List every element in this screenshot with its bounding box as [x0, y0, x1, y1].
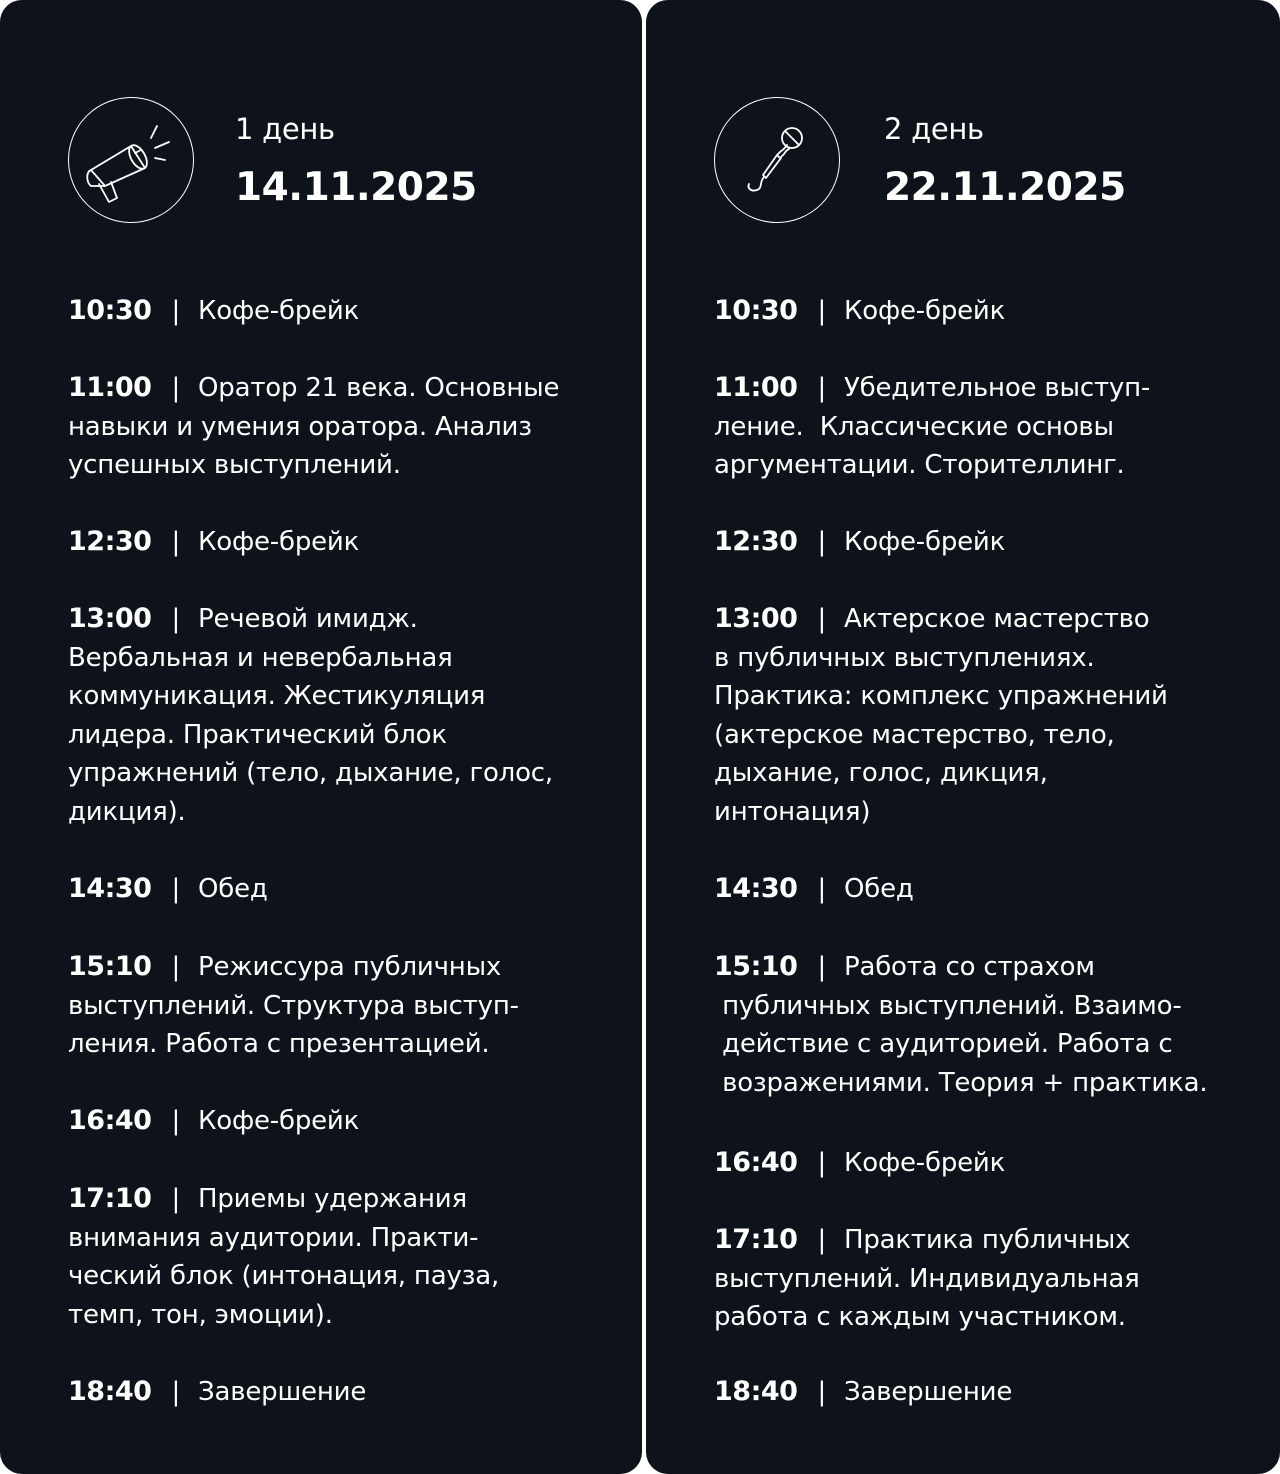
schedule-item: 11:00 | Убедительное выступ- ление. Классические основы аргументации. Сторителлинг. [714, 369, 1274, 485]
microphone-icon [714, 97, 840, 223]
schedule-item: 15:10 | Работа со страхом публичных выступлений. Взаимо- действие с аудиторией. Работа с возражениями. Теория + практика. [714, 948, 1274, 1102]
schedule-text: действие с аудиторией. Работа с [714, 1029, 1173, 1059]
day-label: 2 день [884, 112, 984, 146]
schedule-text: лидера. Практический блок [68, 719, 447, 750]
schedule-text: ления. Работа с презентацией. [68, 1029, 490, 1059]
schedule-item: 15:10 | Режиссура публичных выступлений. Структура выступ- ления. Работа с презентацией. [68, 948, 628, 1064]
schedule-item: 18:40 | Завершение [68, 1376, 367, 1407]
schedule-text: Речевой имидж. [198, 604, 418, 634]
schedule-time: 16:40 [714, 1147, 798, 1178]
schedule-text: Практика публичных [844, 1225, 1131, 1255]
schedule-time: 16:40 [68, 1105, 152, 1136]
schedule-text: успешных выступлений. [68, 450, 401, 480]
schedule-text: работа с каждым участником. [714, 1302, 1126, 1332]
schedule-text: Кофе-брейк [844, 1148, 1006, 1178]
schedule-text: ление. Классические основы [714, 411, 1114, 442]
schedule-text: Режиссура публичных [198, 952, 502, 982]
schedule-item: 16:40 | Кофе-брейк [68, 1105, 360, 1136]
schedule-text: коммуникация. Жестикуляция [68, 681, 486, 711]
schedule-text: возражениями. Теория + практика. [714, 1067, 1208, 1098]
megaphone-icon [68, 97, 194, 223]
schedule-text: Практика: комплекс упражнений [714, 681, 1168, 711]
schedule-item: 11:00 | Оратор 21 века. Основные навыки и умения оратора. Анализ успешных выступлений. [68, 369, 628, 485]
schedule-text: Работа со страхом [844, 952, 1095, 982]
schedule-text: внимания аудитории. Практи- [68, 1222, 479, 1253]
schedule-text: интонация) [714, 796, 871, 827]
schedule-text: выступлений. Структура выступ- [68, 990, 519, 1021]
schedule-time: 10:30 [68, 295, 152, 326]
schedule-text: (актерское мастерство, тело, [714, 719, 1115, 750]
schedule-text: Приемы удержания [198, 1184, 467, 1214]
schedule-text: Кофе-брейк [198, 296, 360, 326]
schedule-item: 14:30 | Обед [68, 873, 268, 904]
schedule-time: 15:10 [714, 951, 798, 982]
schedule-item: 17:10 | Практика публичных выступлений. Индивидуальная работа с каждым участником. [714, 1221, 1274, 1337]
schedule-item: 14:30 | Обед [714, 873, 914, 904]
schedule-text: Обед [198, 874, 268, 904]
schedule-time: 13:00 [68, 603, 152, 634]
schedule-time: 14:30 [68, 873, 152, 904]
schedule-text: Кофе-брейк [198, 527, 360, 557]
schedule-time: 18:40 [714, 1376, 798, 1407]
schedule-item: 13:00 | Речевой имидж. Вербальная и невербальная коммуникация. Жестикуляция лидера. Практический блок упражнений (тело, дыхание, голос, дикция). [68, 600, 628, 831]
schedule-item: 13:00 | Актерское мастерство в публичных выступлениях. Практика: комплекс упражнений (актерское мастерство, тело, дыхание, голос, дикция, интонация) [714, 600, 1274, 831]
schedule-item: 12:30 | Кофе-брейк [68, 526, 360, 557]
schedule-text: выступлений. Индивидуальная [714, 1263, 1140, 1294]
schedule-item: 16:40 | Кофе-брейк [714, 1147, 1006, 1178]
schedule-text: Вербальная и невербальная [68, 642, 453, 673]
schedule-time: 10:30 [714, 295, 798, 326]
schedule-text: дикция). [68, 796, 186, 827]
schedule-text: публичных выступлений. Взаимо- [714, 990, 1182, 1021]
schedule-text: Оратор 21 века. Основные [198, 373, 560, 403]
schedule-time: 11:00 [68, 372, 152, 403]
schedule-text: темп, тон, эмоции). [68, 1299, 333, 1330]
schedule-text: Кофе-брейк [844, 296, 1006, 326]
schedule-item: 10:30 | Кофе-брейк [68, 295, 360, 326]
schedule-time: 12:30 [68, 526, 152, 557]
schedule-time: 13:00 [714, 603, 798, 634]
schedule-text: упражнений (тело, дыхание, голос, [68, 758, 553, 788]
schedule-time: 11:00 [714, 372, 798, 403]
schedule-time: 18:40 [68, 1376, 152, 1407]
day-date: 22.11.2025 [884, 165, 1126, 210]
schedule-item: 10:30 | Кофе-брейк [714, 295, 1006, 326]
schedule-text: Убедительное выступ- [844, 373, 1151, 403]
schedule-text: Обед [844, 874, 914, 904]
schedule-time: 12:30 [714, 526, 798, 557]
schedule-item: 18:40 | Завершение [714, 1376, 1013, 1407]
schedule-text: навыки и умения оратора. Анализ [68, 411, 532, 442]
schedule-text: Завершение [198, 1377, 367, 1407]
schedule-text: Кофе-брейк [844, 527, 1006, 557]
schedule-time: 17:10 [714, 1224, 798, 1255]
schedule-time: 15:10 [68, 951, 152, 982]
day-label: 1 день [235, 112, 335, 146]
schedule-text: Актерское мастерство [844, 604, 1150, 634]
schedule-text: в публичных выступлениях. [714, 642, 1095, 673]
schedule-item: 17:10 | Приемы удержания внимания аудитории. Практи- ческий блок (интонация, пауза, темп, тон, эмоции). [68, 1180, 628, 1334]
day-date: 14.11.2025 [235, 165, 477, 210]
schedule-text: ческий блок (интонация, пауза, [68, 1261, 500, 1291]
schedule-text: дыхание, голос, дикция, [714, 758, 1048, 788]
day-2-card [646, 0, 1280, 1474]
schedule-item: 12:30 | Кофе-брейк [714, 526, 1006, 557]
schedule-text: Кофе-брейк [198, 1106, 360, 1136]
schedule-text: Завершение [844, 1377, 1013, 1407]
schedule-text: аргументации. Сторителлинг. [714, 450, 1125, 480]
schedule-time: 17:10 [68, 1183, 152, 1214]
schedule-time: 14:30 [714, 873, 798, 904]
